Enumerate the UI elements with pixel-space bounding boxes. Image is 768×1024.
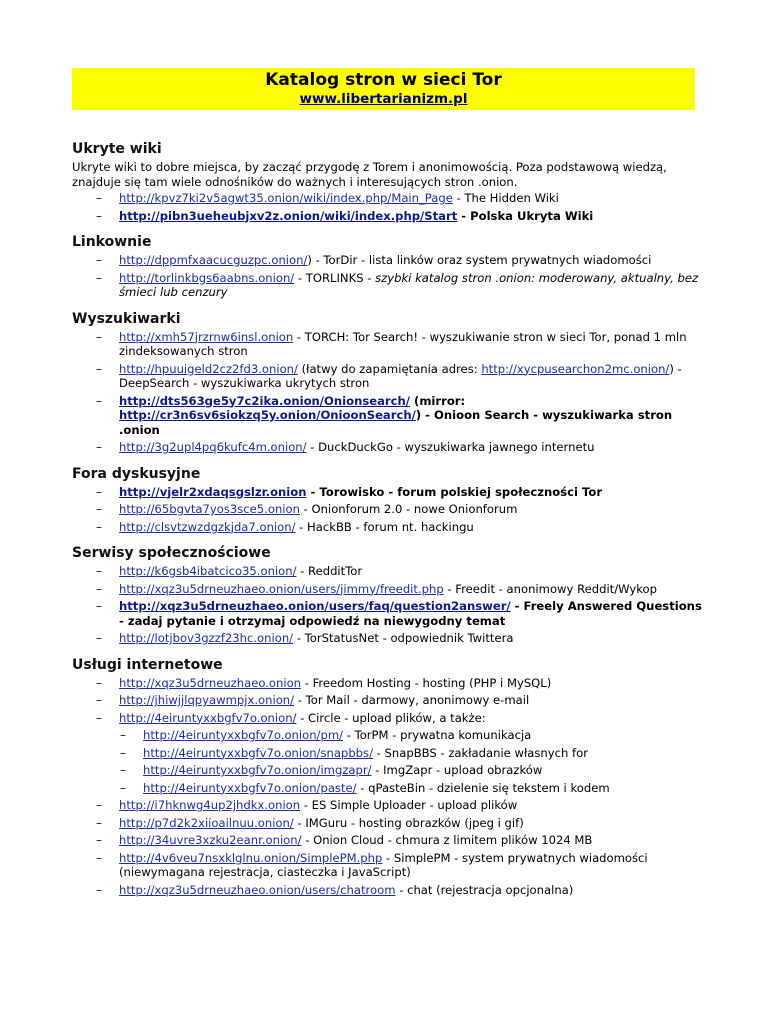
list-item: [72, 564, 702, 579]
list-dash: –: [96, 882, 102, 897]
link-list: [72, 330, 702, 455]
link-description: - IMGuru - hosting obrazków (jpeg i gif): [293, 815, 524, 830]
list-dash: –: [96, 850, 102, 865]
link-description-italic: szybki katalog stron .onion: moderowany, aktualny, bez śmieci lub cenzury: [119, 270, 699, 299]
link-description: (łatwy do zapamiętania adres:: [297, 361, 482, 376]
link-description: - SnapBBS - zakładanie własnych for: [372, 745, 588, 760]
section-title: Fora dyskusyjne: [72, 465, 201, 482]
list-item-text: [119, 502, 517, 516]
onion-link[interactable]: http://4eiruntyxxbgfv7o.onion/snapbbs/: [143, 745, 373, 760]
catalog-content: [72, 141, 702, 908]
section: [72, 466, 702, 535]
list-dash: –: [96, 440, 102, 454]
list-dash: –: [96, 270, 102, 285]
section-title: Wyszukiwarki: [72, 310, 181, 327]
link-list: [72, 676, 702, 898]
link-list: [72, 191, 702, 223]
link-description: - chat (rejestracja opcjonalna): [395, 882, 574, 897]
list-item-text: [119, 599, 702, 628]
list-dash: –: [96, 564, 102, 578]
list-item-text: [119, 833, 592, 847]
list-item: [72, 798, 702, 813]
list-item: [72, 711, 702, 726]
mirror-link[interactable]: http://xycpusearchon2mc.onion/: [481, 361, 670, 376]
list-item: [72, 502, 702, 517]
list-dash: –: [96, 208, 102, 223]
onion-link[interactable]: http://4eiruntyxxbgfv7o.onion/paste/: [143, 780, 357, 795]
section-title: Linkownie: [72, 234, 152, 250]
onion-link[interactable]: http://vjelr2xdaqsgslzr.onion: [119, 484, 307, 499]
list-item-text: [119, 209, 593, 223]
list-item-text: [119, 191, 559, 205]
mirror-link[interactable]: http://cr3n6sv6siokzq5y.onion/OnioonSearch/: [119, 408, 416, 422]
onion-link[interactable]: http://4eiruntyxxbgfv7o.onion/imgzapr/: [143, 763, 372, 777]
list-dash: –: [96, 675, 102, 690]
list-item-text: [119, 520, 474, 534]
list-dash: –: [120, 728, 126, 742]
list-item: [72, 676, 702, 691]
link-description: - TORLINKS -: [294, 270, 376, 285]
link-description: - Torowisko - forum polskiej społeczności Tor: [306, 484, 603, 499]
link-description: - TorPM - prywatna komunikacja: [343, 728, 532, 742]
onion-link[interactable]: http://dts563ge5y7c2ika.onion/Onionsearch/: [119, 393, 411, 408]
link-description: - Onionforum 2.0 - nowe Onionforum: [299, 502, 518, 516]
link-description: - Circle - upload plików, a także:: [296, 710, 486, 725]
onion-link[interactable]: http://clsvtzwzdgzkjda7.onion/: [119, 519, 296, 534]
page-title: Katalog stron w sieci Tor: [265, 70, 502, 90]
list-item-text: [119, 693, 529, 707]
list-item-text: [119, 253, 651, 267]
link-description: - SimplePM - system prywatnych wiadomości (niewymagana rejestracja, ciasteczka i JavaScript): [119, 850, 648, 879]
list-item: [72, 485, 702, 500]
onion-link[interactable]: http://xmh57jrzrnw6insl.onion: [119, 329, 294, 344]
link-description: ) - TorDir - lista linków oraz system prywatnych wiadomości: [307, 253, 652, 267]
list-dash: –: [96, 815, 102, 830]
list-item-text: [119, 676, 551, 690]
list-item-text: [119, 816, 524, 830]
onion-link[interactable]: http://dppmfxaacucguzpc.onion/: [119, 253, 308, 267]
list-dash: –: [96, 253, 102, 267]
onion-link[interactable]: http://65bgvta7yos3sce5.onion: [119, 502, 300, 516]
list-item-text: [119, 883, 573, 897]
list-dash: –: [96, 519, 102, 534]
onion-link[interactable]: http://torlinkbgs6aabns.onion/: [119, 270, 295, 285]
link-description: - ES Simple Uploader - upload plików: [300, 798, 518, 812]
section: [72, 311, 702, 455]
list-item-text: [143, 728, 531, 742]
list-item-text: [143, 763, 542, 777]
list-dash: –: [96, 191, 102, 205]
link-description: - The Hidden Wiki: [452, 191, 559, 205]
link-description: - Freedom Hosting - hosting (PHP i MySQL): [301, 675, 552, 690]
link-description: - RedditTor: [296, 564, 363, 578]
onion-link[interactable]: http://xqz3u5drneuzhaeo.onion/users/chatroom: [119, 882, 396, 897]
list-item-text: [143, 746, 588, 760]
link-description: ) - Onioon Search - wyszukiwarka stron .onion: [119, 408, 673, 437]
list-dash: –: [96, 631, 102, 645]
list-item: [72, 631, 702, 646]
section-title: Ukryte wiki: [72, 141, 162, 157]
onion-link[interactable]: http://4eiruntyxxbgfv7o.onion/: [119, 710, 297, 725]
list-dash: –: [96, 710, 102, 725]
section-title: Usługi internetowe: [72, 656, 223, 673]
list-item: [72, 191, 702, 206]
onion-link[interactable]: http://i7hknwg4up2jhdkx.onion: [119, 798, 301, 812]
link-description: - Polska Ukryta Wiki: [457, 208, 594, 223]
list-item: [72, 781, 702, 796]
list-item-text: [119, 798, 517, 812]
onion-link[interactable]: http://pibn3ueheubjxv2z.onion/wiki/index.php/Start: [119, 208, 458, 223]
onion-link[interactable]: http://xqz3u5drneuzhaeo.onion/users/faq/question2answer/: [119, 599, 511, 613]
site-link[interactable]: www.libertarianizm.pl: [299, 91, 468, 107]
list-dash: –: [96, 393, 102, 408]
list-dash: –: [120, 745, 126, 760]
link-description: - TORCH: Tor Search! - wyszukiwanie stron w sieci Tor, ponad 1 mln zindeksowanych stron: [119, 329, 687, 358]
list-item: [72, 599, 702, 628]
onion-link[interactable]: http://p7d2k2xiioailnuu.onion/: [119, 815, 294, 830]
list-dash: –: [120, 763, 126, 777]
list-item-text: [119, 330, 687, 359]
list-item: [72, 520, 702, 535]
onion-link[interactable]: http://4v6veu7nsxklglnu.onion/SimplePM.php: [119, 850, 383, 865]
list-item-text: [119, 564, 362, 578]
list-dash: –: [96, 833, 102, 847]
link-list: [72, 564, 702, 646]
link-description: - Freedit - anonimowy Reddit/Wykop: [443, 581, 658, 596]
list-item: [72, 728, 702, 743]
list-item: [72, 440, 702, 455]
list-dash: –: [96, 361, 102, 376]
onion-link[interactable]: http://jhiwjjlqpyawmpjx.onion/: [119, 693, 295, 707]
onion-link[interactable]: http://hpuuigeld2cz2fd3.onion/: [119, 361, 298, 376]
list-item: [72, 746, 702, 761]
link-list: [72, 253, 702, 300]
list-dash: –: [96, 599, 102, 613]
link-description: - Tor Mail - darmowy, anonimowy e-mail: [294, 693, 530, 707]
onion-link[interactable]: http://xqz3u5drneuzhaeo.onion/users/jimmy/freedit.php: [119, 581, 444, 596]
list-dash: –: [96, 484, 102, 499]
list-item: [72, 816, 702, 831]
link-description: (mirror:: [410, 393, 466, 408]
list-item: [72, 763, 702, 778]
link-list: [72, 485, 702, 535]
onion-link[interactable]: http://4eiruntyxxbgfv7o.onion/pm/: [143, 728, 344, 742]
link-description: ) - DeepSearch - wyszukiwarka ukrytych stron: [119, 361, 682, 390]
list-item: [72, 362, 702, 391]
title-banner: [72, 68, 695, 110]
list-item: [72, 271, 702, 300]
list-item-text: [119, 271, 698, 300]
list-item-text: [119, 582, 657, 596]
list-item: [72, 330, 702, 359]
list-item-text: [143, 781, 610, 795]
list-item: [72, 394, 702, 438]
list-item: [72, 209, 702, 224]
list-dash: –: [96, 581, 102, 596]
list-dash: –: [120, 780, 126, 795]
list-item: [72, 851, 702, 880]
link-description: - HackBB - forum nt. hackingu: [295, 519, 474, 534]
link-description: - qPasteBin - dzielenie się tekstem i kodem: [356, 780, 610, 795]
link-description: - DuckDuckGo - wyszukiwarka jawnego internetu: [306, 440, 595, 454]
onion-link[interactable]: http://34uvre3xzku2eanr.onion/: [119, 833, 302, 847]
list-dash: –: [96, 502, 102, 516]
list-item-text: [119, 394, 672, 437]
section-intro: Ukryte wiki to dobre miejsca, by zacząć przygodę z Torem i anonimowością. Poza podstawową wiedzą, znajduje się tam wiele odnośników do ważnych i interesujących stron .onion.: [72, 160, 667, 189]
section: [72, 141, 702, 223]
section: [72, 545, 702, 646]
list-item: [72, 833, 702, 848]
onion-link[interactable]: http://kpvz7ki2v5agwt35.onion/wiki/index.php/Main_Page: [119, 191, 453, 205]
link-description: - TorStatusNet - odpowiednik Twittera: [293, 631, 514, 645]
list-item-text: [119, 711, 486, 725]
list-dash: –: [96, 798, 102, 812]
section-title: Serwisy społecznościowe: [72, 545, 271, 561]
list-item: [72, 693, 702, 708]
list-item: [72, 582, 702, 597]
link-description: - Onion Cloud - chmura z limitem plików 1024 MB: [301, 833, 593, 847]
list-item: [72, 883, 702, 898]
list-item-text: [119, 631, 513, 645]
onion-link[interactable]: http://k6gsb4ibatcico35.onion/: [119, 564, 297, 578]
list-item-text: [119, 362, 682, 391]
onion-link[interactable]: http://lotjbov3gzzf23hc.onion/: [119, 631, 294, 645]
section: [72, 657, 702, 898]
list-dash: –: [96, 693, 102, 707]
list-item-text: [119, 440, 595, 454]
list-dash: –: [96, 329, 102, 344]
section: [72, 234, 702, 300]
link-description: - ImgZapr - upload obrazków: [371, 763, 543, 777]
list-item: [72, 253, 702, 268]
list-item-text: [119, 485, 602, 499]
list-item-text: [119, 851, 648, 880]
link-description: - Freely Answered Questions - zadaj pytanie i otrzymaj odpowiedź na niewygodny temat: [119, 599, 702, 628]
onion-link[interactable]: http://xqz3u5drneuzhaeo.onion: [119, 675, 302, 690]
onion-link[interactable]: http://3g2upl4pq6kufc4m.onion/: [119, 440, 307, 454]
